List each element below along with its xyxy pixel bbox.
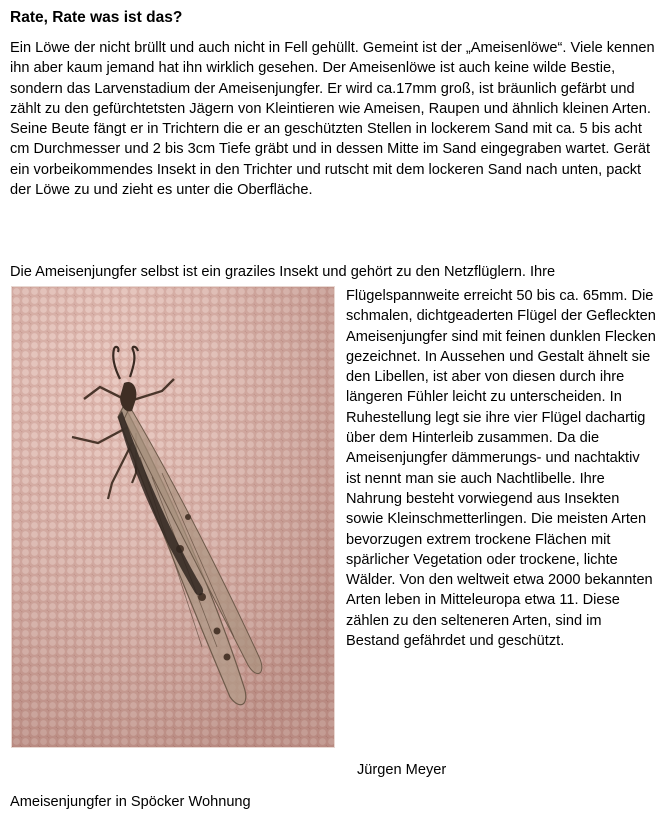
page-title: Rate, Rate was ist das? [10,9,183,26]
antlion-photo [11,286,335,748]
author-name: Jürgen Meyer [357,762,447,778]
second-paragraph-side: Flügelspannweite erreicht 50 bis ca. 65mm. Die schmalen, dichtgeaderten Flügel der Gefleckten Ameisenjungfer sind mit feinen dunklen Flecken gezeichnet. In Aussehen und Gestalt ähnelt sie den Libellen, ist aber von diesen durch ihre längeren Fühler leicht zu unterscheiden. In Ruhestellung legt sie ihre vier Flügel dachartig über dem Hinterleib zusammen. Da die Ameisenjungfer dämmerungs- und nachtaktiv ist nennt man sie auch Nachtlibelle. Ihre Nahrung besteht vorwiegend aus Insekten sowie Kleinschmetterlingen. Die meisten Arten bevorzugen extrem trockene Flächen mit spärlicher Vegetation oder trockene, lichte Wälder. Von den weltweit etwa 2000 bekannten Arten leben in Mitteleuropa etwa 11. Diese zählen zu den selteneren Arten, sind im Bestand gefährdet und geschützt. [346,288,656,650]
second-paragraph-intro: Die Ameisenjungfer selbst ist ein graziles Insekt und gehört zu den Netzflüglern. Ihre [10,264,556,280]
photo-caption: Ameisenjungfer in Spöcker Wohnung [10,794,251,810]
intro-paragraph: Ein Löwe der nicht brüllt und auch nicht in Fell gehüllt. Gemeint ist der „Ameisenlöwe“. Viele kennen ihn aber kaum jemand hat ihn wirklich gesehen. Der Ameisenlöwe ist auch keine wilde Bestie, sondern das Larvenstadium der Ameisenjungfer. Er wird ca.17mm groß, ist bräunlich gefärbt und zählt zu den gefürchtetsten Jägern von Kleintieren wie Ameisen, Raupen und ähnlich kleinen Arten. Seine Beute fängt er in Trichtern die er an geschützten Stellen in lockerem Sand mit ca. 5 bis acht cm Durchmesser und 2 bis 3cm Tiefe gräbt und in dessen Mitte im Sand eingegraben wartet. Gerät ein vorbeikommendes Insekt in den Trichter und rutscht mit dem lockeren Sand nach unten, packt der Löwe zu und zieht es unter die Oberfläche. [10,40,655,199]
